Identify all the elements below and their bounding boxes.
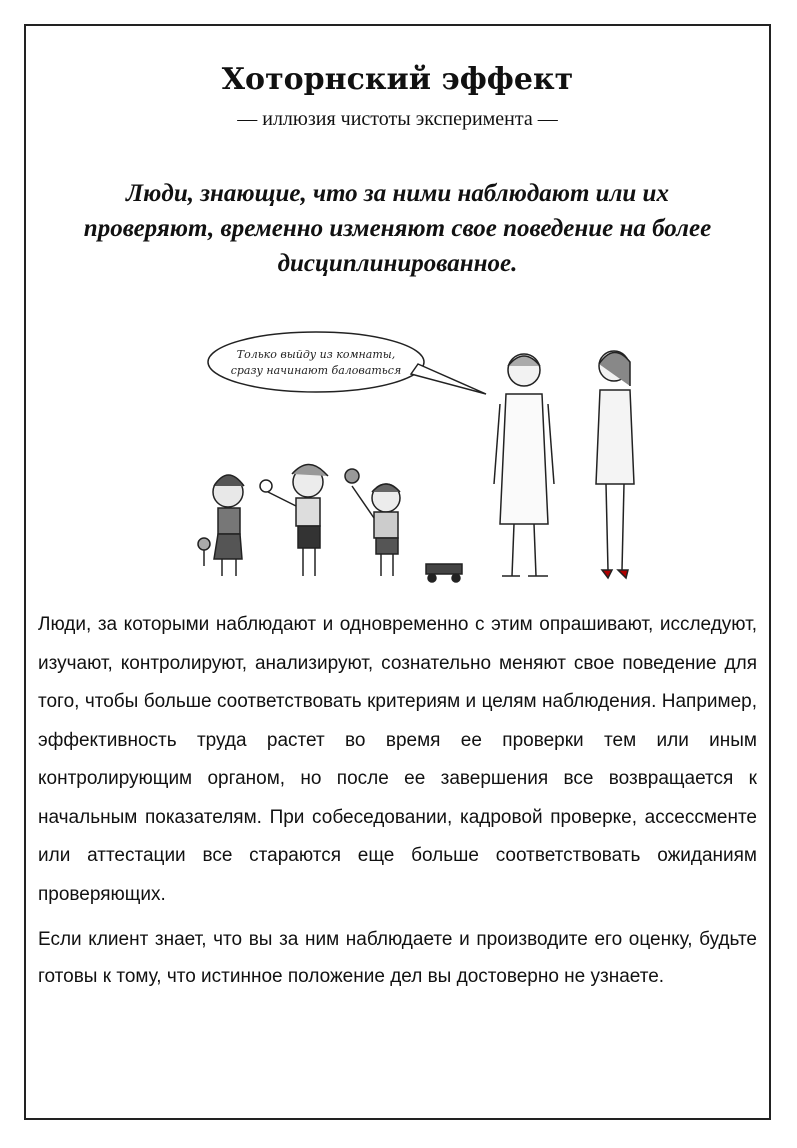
lead-statement: Люди, знающие, что за ними наблюдают или их проверяют, временно изменяют свое поведение на более дисциплинированное. [83,180,712,277]
speech-line-1: Только выйду из комнаты, [236,348,396,361]
child-figure-2 [260,464,328,576]
cartoon-illustration [156,314,636,594]
body-text [38,606,757,995]
page-title: Хоторнский эффект [221,62,574,97]
paragraph-2: Если клиент знает, что вы за ним наблюдаете и производите его оценку, будьте готовы к тому, что истинное положение дел вы достоверно не узнаете. [38,929,757,987]
speech-bubble [208,332,486,394]
child-figure-1 [198,475,244,576]
adult-figure-observer [596,351,634,578]
page-subtitle: — иллюзия чистоты эксперимента — [237,108,558,130]
adult-figure-teacher [494,354,554,576]
paragraph-1: Люди, за которыми наблюдают и одновременно с этим опрашивают, исследуют, изучают, контролируют, анализируют, сознательно меняют свое поведение для того, чтобы больше соответствовать критериям и целям наблюдения. Например, эффективность труда растет во время ее проверки тем или иным контролирующим органом, но после ее завершения все возвращается к начальным показателям. При собеседовании, кадровой проверке, ассессменте или аттестации все стараются еще больше соответствовать ожиданиям проверяющих. [38,614,757,905]
speech-line-2: сразу начинают баловаться [230,364,402,377]
page-frame [24,24,771,1120]
child-figure-3 [345,469,462,582]
